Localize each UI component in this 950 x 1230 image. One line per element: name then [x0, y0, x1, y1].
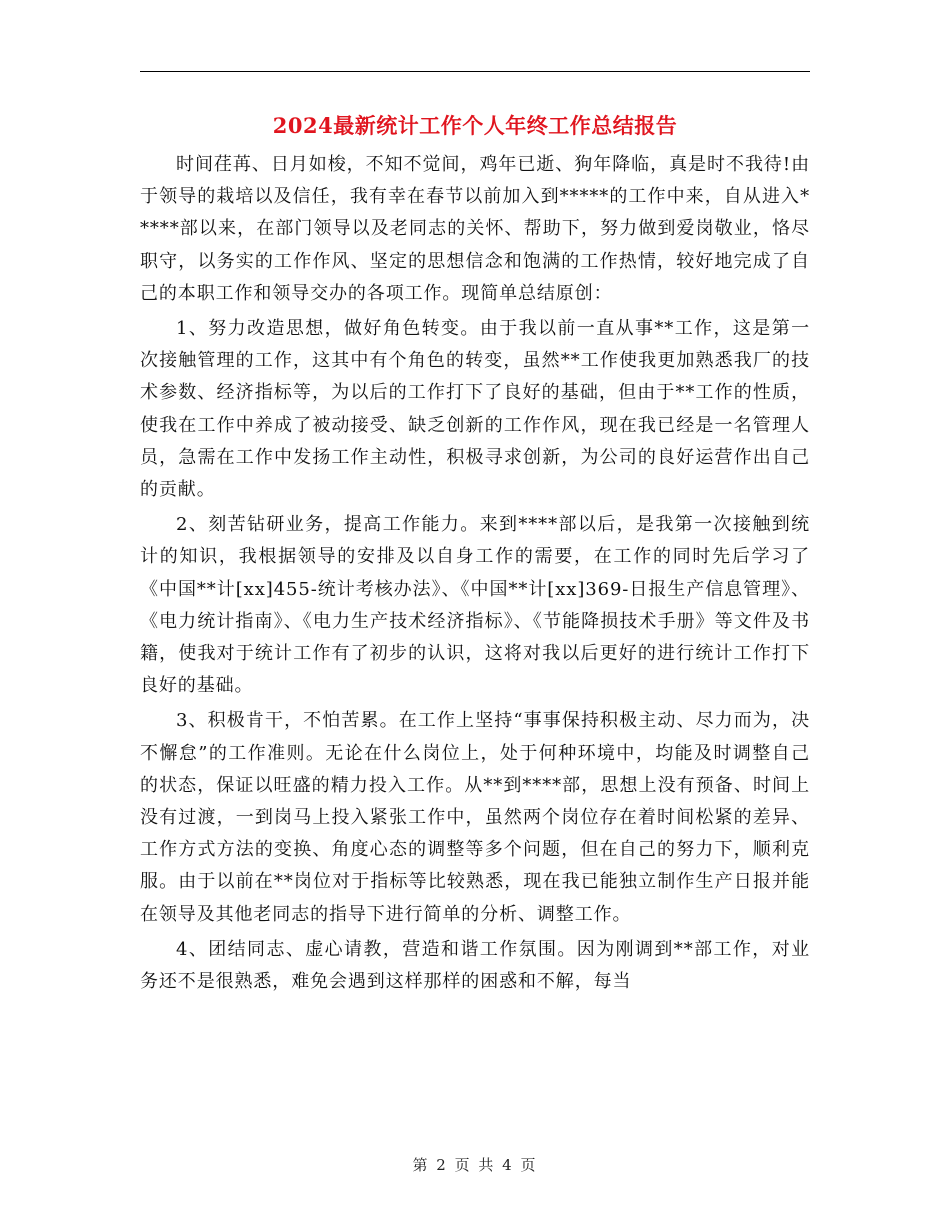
paragraph-1: 1、努力改造思想，做好角色转变。由于我以前一直从事**工作，这是第一次接触管理的工作，这其中有个角色的转变，虽然**工作使我更加熟悉我厂的技术参数、经济指标等，为以后的工作打下了良好的基础，但由于**工作的性质，使我在工作中养成了被动接受、缺乏创新的工作作风，现在我已经是一名管理人员，急需在工作中发扬工作主动性，积极寻求创新，为公司的良好运营作出自己的贡献。 [140, 318, 810, 501]
header-rule [140, 71, 810, 72]
paragraph-4: 4、团结同志、虚心请教，营造和谐工作氛围。因为刚调到**部工作，对业务还不是很熟悉，难免会遇到这样那样的困惑和不解，每当 [140, 938, 810, 993]
paragraph-2: 2、刻苦钻研业务，提高工作能力。来到****部以后，是我第一次接触到统计的知识，我根据领导的安排及以自身工作的需要，在工作的同时先后学习了《中国**计[xx]455-统计考核办法》、《中国**计[xx]369-日报生产信息管理》、《电力统计指南》、《电力生产技术经济指标》、《节能降损技术手册》等文件及书籍，使我对于统计工作有了初步的认识，这将对我以后更好的进行统计工作打下良好的基础。 [140, 514, 810, 697]
paragraph-intro: 时间荏苒、日月如梭，不知不觉间，鸡年已逝、狗年降临，真是时不我待!由于领导的栽培以及信任，我有幸在春节以前加入到*****的工作中来，自从进入*****部以来，在部门领导以及老同志的关怀、帮助下，努力做到爱岗敬业，恪尽职守，以务实的工作作风、坚定的思想信念和饱满的工作热情，较好地完成了自己的本职工作和领导交办的各项工作。现简单总结原创： [140, 154, 810, 304]
page-number-footer: 第 2 页 共 4 页 [412, 1156, 538, 1174]
document-body [140, 149, 810, 1001]
paragraph-3: 3、积极肯干，不怕苦累。在工作上坚持“事事保持积极主动、尽力而为，决不懈怠”的工作准则。无论在什么岗位上，处于何种环境中，均能及时调整自己的状态，保证以旺盛的精力投入工作。从**到****部，思想上没有预备、时间上没有过渡，一到岗马上投入紧张工作中，虽然两个岗位存在着时间松紧的差异、工作方式方法的变换、角度心态的调整等多个问题，但在自己的努力下，顺利克服。由于以前在**岗位对于指标等比较熟悉，现在我已能独立制作生产日报并能在领导及其他老同志的指导下进行简单的分析、调整工作。 [140, 710, 810, 925]
document-title: 2024最新统计工作个人年终工作总结报告 [272, 113, 678, 138]
